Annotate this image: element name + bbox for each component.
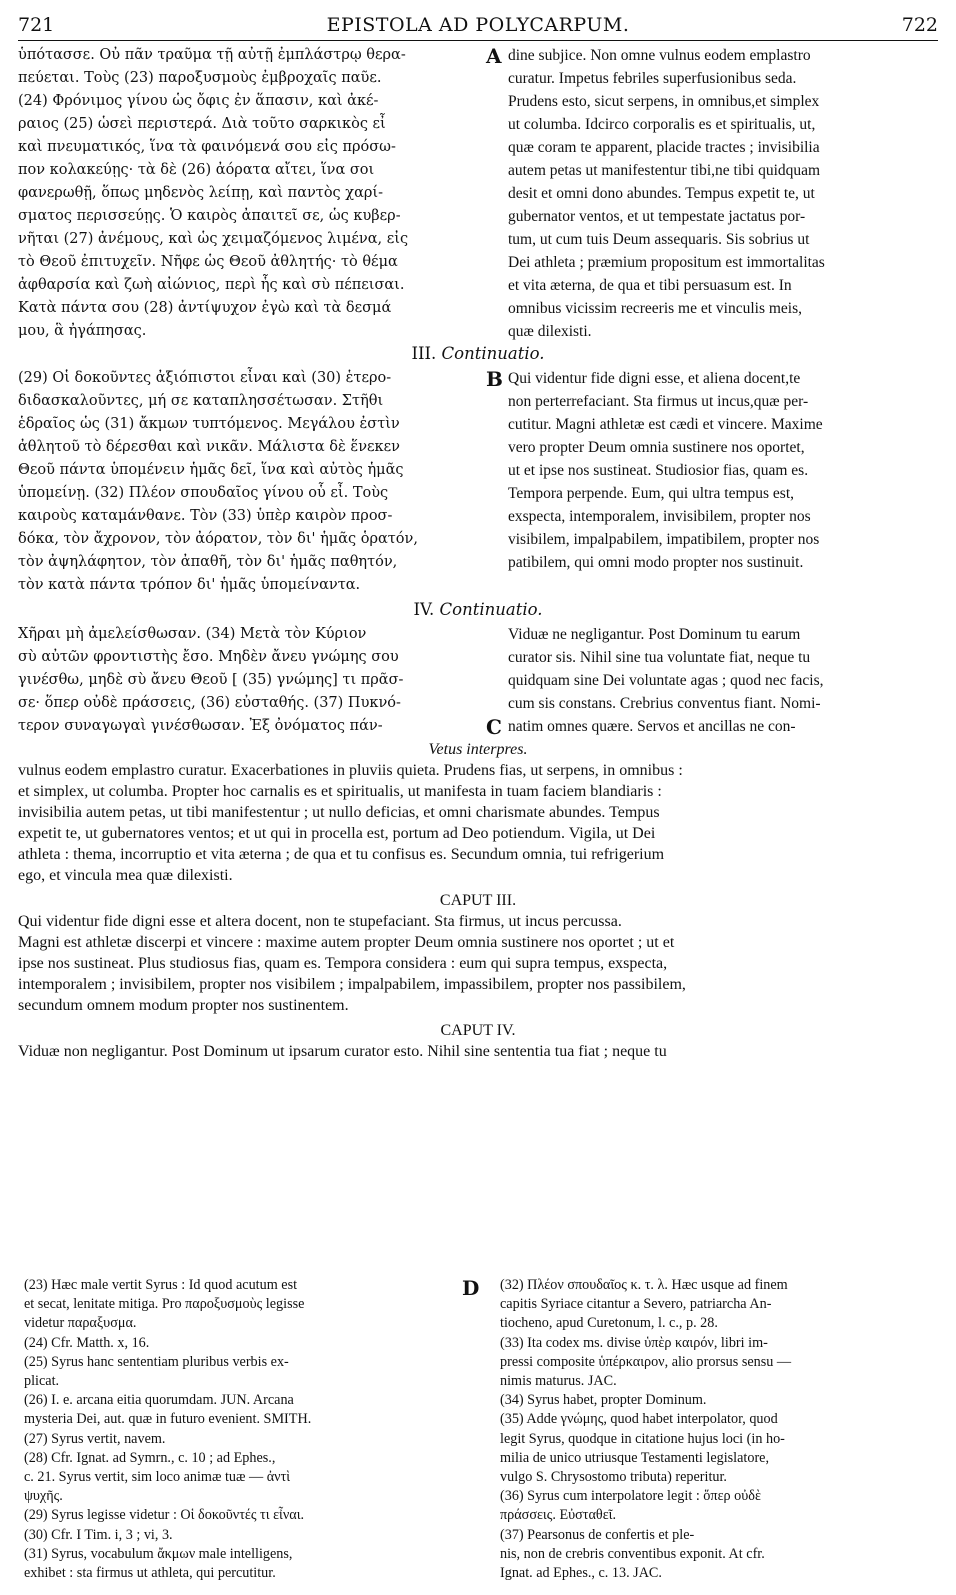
greek-text-top — [18, 44, 478, 343]
greek-line: Θεοῦ πάντα ὑπομένειν ἡμᾶς δεῖ, ἵνα καὶ αὐτὸς ἡμᾶς — [18, 462, 404, 478]
greek-line: καιροὺς καταμάνθανε. Τὸν (33) ὑπὲρ καιρὸν προσ- — [18, 508, 393, 524]
footnote-line: πράσσεις. Εὐσταθεῖ. — [500, 1507, 617, 1524]
margin-marker-a: A — [486, 44, 502, 68]
footnote-line: (28) Cfr. Ignat. ad Symrn., c. 10 ; ad Ephes., — [24, 1449, 276, 1466]
footnote-line: tiocheno, apud Curetonum, l. c., p. 28. — [500, 1315, 718, 1332]
footnote-line: (30) Cfr. I Tim. i, 3 ; vi, 3. — [24, 1526, 173, 1543]
vetus-heading: Vetus interpres. — [428, 741, 528, 758]
footnote-line: legit Syrus, quodque in citatione hujus loci (in ho- — [500, 1430, 785, 1447]
greek-line: ἑδραῖος ὡς (31) ἄκμων τυπτόμενος. Μεγάλου ἐστὶν — [18, 416, 400, 432]
latin-line: cum sis constans. Crebrius conventus fiant. Nomi- — [508, 695, 821, 712]
greek-line: τὸν κατὰ πάντα τρόπον δι' ἡμᾶς ὑπομείναντα. — [18, 577, 361, 593]
vetus-line: vulnus eodem emplastro curatur. Exacerbationes in pluviis quieta. Prudens fias, ut serpens, in omnibus : — [18, 762, 683, 779]
footnote-line: (37) Pearsonus de confertis et ple- — [500, 1526, 695, 1543]
greek-line: ραιος (25) ὡσεὶ περιστερά. Διὰ τοῦτο σαρκικὸς εἶ — [18, 116, 386, 132]
greek-line: γινέσθω, μηδὲ σὺ ἄνευ Θεοῦ [ (35) γνώμης] τι πρᾶσ- — [18, 672, 404, 688]
footnotes-left — [24, 1276, 456, 1583]
vetus-interpres-section — [18, 739, 938, 1062]
footnote-line: Ignat. ad Ephes., c. 13. JAC. — [500, 1565, 662, 1582]
latin-line: dine subjice. Non omne vulnus eodem emplastro — [508, 47, 811, 64]
latin-line: natim omnes quære. Servos et ancillas ne con- — [508, 718, 796, 735]
caput-iii-line: intemporalem ; invisibilem, propter nos visibilem ; impalpabilem, impassibilem, propter nos passibilem, — [18, 976, 686, 993]
vetus-line: et simplex, ut columba. Propter hoc carnalis es et spiritualis, ut manifesta in tuam faciem blandiaris : — [18, 783, 662, 800]
footnote-line: (23) Hæc male vertit Syrus : Id quod acutum est — [24, 1277, 298, 1293]
footnote-line: c. 21. Syrus vertit, sim loco animæ tuæ — ἀντὶ — [24, 1469, 291, 1486]
greek-text-middle — [18, 367, 478, 597]
footnote-line: (35) Adde γνώμης, quod habet interpolator, quod — [500, 1411, 778, 1428]
latin-line: patibilem, qui omni modo propter nos sustinuit. — [508, 554, 804, 571]
caput-iii-line: ipse nos sustineat. Plus studiosus fias, quam es. Tempora considera : eum qui supra tempus, exspecta, — [18, 955, 668, 972]
section-heading-iv — [0, 600, 956, 619]
footnotes-right — [500, 1276, 940, 1583]
latin-line: exspecta, intemporalem, invisibilem, propter nos — [508, 508, 811, 525]
latin-line: Prudens esto, sicut serpens, in omnibus,et simplex — [508, 93, 820, 110]
footnote-line: plicat. — [24, 1373, 60, 1390]
greek-text-lower — [18, 623, 478, 738]
margin-marker-b: B — [486, 367, 503, 391]
latin-line: ut columba. Idcirco corporalis es et spiritualis, ut, — [508, 116, 816, 133]
greek-line: ὑπομείνῃ. (32) Πλέον σπουδαῖος γίνου οὗ εἶ. Τοὺς — [18, 485, 389, 501]
latin-line: quæ coram te apparent, placide tractes ; invisibilia — [508, 139, 820, 156]
footnote-line: capitis Syriace citantur a Severo, patriarcha An- — [500, 1296, 772, 1313]
footnote-line: ψυχῆς. — [24, 1488, 63, 1505]
page-header — [18, 8, 938, 38]
latin-line: Tempora perpende. Eum, qui ultra tempus est, — [508, 485, 795, 502]
latin-line: vero propter Deum omnia sustinere nos oportet, — [508, 439, 805, 456]
footnote-line: (33) Ita codex ms. divise ὑπὲρ καιρόν, libri im- — [500, 1334, 768, 1351]
greek-line: διδασκαλοῦντες, μή σε καταπλησσέτωσαν. Στῆθι — [18, 393, 384, 409]
vetus-line: invisibilia autem petas, ut tibi manifestentur ; ut nullo deficias, et omni charismate abundes. Tempus — [18, 804, 660, 821]
latin-line: Qui videntur fide digni esse, et aliena docent,te — [508, 370, 801, 387]
latin-line: tum, ut cum tuis Deum assequaris. Sis sobrius ut — [508, 231, 810, 248]
latin-line: ut et ipse nos sustineat. Studiosior fias, quam es. — [508, 462, 809, 479]
greek-line: σματος περισσεύῃς. Ὁ καιρὸς ἀπαιτεῖ σε, ὡς κυβερ- — [18, 208, 401, 224]
greek-line: τὸν ἀψηλάφητον, τὸν ἀπαθῆ, τὸν δι' ἡμᾶς παθητόν, — [18, 554, 398, 570]
header-rule — [18, 40, 938, 41]
footnote-line: (34) Syrus habet, propter Dominum. — [500, 1392, 707, 1409]
greek-line: σὺ αὐτῶν φροντιστὴς ἔσο. Μηδὲν ἄνευ γνώμης σου — [18, 649, 399, 665]
footnote-line: (31) Syrus, vocabulum ἄκμων male intelligens, — [24, 1545, 293, 1562]
footnote-line: milia de unico utriusque Testamenti legislatore, — [500, 1449, 770, 1466]
greek-line: ἀφθαρσία καὶ ζωὴ αἰώνιος, περὶ ἧς καὶ σὺ πέπεισαι. — [18, 277, 405, 293]
margin-marker-c: C — [486, 715, 502, 739]
greek-line: μου, ἃ ἠγάπησας. — [18, 323, 147, 339]
greek-line: φανερωθῇ, ὅπως μηδενὸς λείπῃ, καὶ παντὸς χαρί- — [18, 185, 383, 201]
caput-iv-line: Viduæ non negligantur. Post Dominum ut ipsarum curator esto. Nihil sine sententia tua fiat ; neque tu — [18, 1043, 667, 1060]
footnote-line: nimis maturus. JAC. — [500, 1373, 617, 1390]
latin-line: Viduæ ne negligantur. Post Dominum tu earum — [508, 626, 801, 643]
latin-line: cutitur. Magni athletæ est cædi et vincere. Maxime — [508, 416, 823, 433]
caput-iii-heading: CAPUT III. — [439, 892, 517, 909]
vetus-line: expetit te, ut gubernatores ventos; et ut qui in procella est, portum ad Deo potiendum. Vigila, ut Dei — [18, 825, 656, 842]
latin-line: non perterrefaciant. Sta firmus ut incus,quæ per- — [508, 393, 809, 410]
section-number: III. — [411, 344, 437, 363]
latin-line: curatur. Impetus febriles superfusionibus seda. — [508, 70, 797, 87]
greek-line: καὶ πνευματικός, ἵνα τὰ φαινόμενά σου εἰς πρόσω- — [18, 139, 396, 155]
margin-marker-d: D — [462, 1276, 480, 1300]
footnote-line: exhibet : sta firmus ut athleta, qui percutitur. — [24, 1565, 276, 1582]
greek-line: Χῆραι μὴ ἀμελείσθωσαν. (34) Μετὰ τὸν Κύριον — [18, 626, 367, 642]
latin-line: quidquam sine Dei voluntate agas ; quod nec facis, — [508, 672, 824, 689]
greek-line: τερον συναγωγαὶ γινέσθωσαν. Ἐξ ὀνόματος πάν- — [18, 718, 383, 734]
greek-line: (24) Φρόνιμος γίνου ὡς ὄφις ἐν ἅπασιν, καὶ ἀκέ- — [18, 93, 379, 109]
footnote-line: (26) I. e. arcana eitia quorumdam. JUN. Arcana — [24, 1392, 294, 1409]
section-number: IV. — [413, 600, 435, 619]
greek-line: σε· ὅπερ οὐδὲ πράσσεις, (36) εὐσταθής. (37) Πυκνό- — [18, 695, 401, 711]
latin-line: curator sis. Nihil sine tua voluntate fiat, neque tu — [508, 649, 811, 666]
greek-line: πον κολακεύῃς· τὰ δὲ (26) ἀόρατα αἴτει, ἵνα σοι — [18, 162, 375, 178]
section-title: Continuatio. — [439, 600, 543, 619]
running-title: EPISTOLA AD POLYCARPUM. — [326, 14, 630, 36]
footnote-line: (29) Syrus legisse videtur : Οἱ δοκοῦντές τι εἶναι. — [24, 1507, 305, 1524]
footnote-line: videtur παραξυσμα. — [24, 1315, 137, 1332]
greek-line: (29) Οἱ δοκοῦντες ἀξιόπιστοι εἶναι καὶ (30) ἑτερο- — [18, 370, 392, 386]
latin-text-top — [508, 44, 940, 343]
footnote-line: vulgo S. Chrysostomo tributa) reperitur. — [500, 1469, 727, 1486]
greek-line: πεύεται. Τοὺς (23) παροξυσμοὺς ἐμβροχαῖς παῦε. — [18, 70, 382, 86]
latin-line: Dei athleta ; præmium propositum est immortalitas — [508, 254, 825, 271]
greek-line: τὸ Θεοῦ ἐπιτυχεῖν. Νῆφε ὡς Θεοῦ ἀθλητής· τὸ θέμα — [18, 254, 398, 270]
latin-line: quæ dilexisti. — [508, 323, 592, 340]
caput-iii-line: secundum omnem modum propter nos sustinentem. — [18, 997, 349, 1014]
section-title: Continuatio. — [441, 344, 545, 363]
latin-line: et vita æterna, de qua et tibi persuasum est. In — [508, 277, 792, 294]
page-number-left: 721 — [18, 14, 55, 36]
footnote-line: pressi composite ὑπέρκαιρον, alio prorsus sensu — — [500, 1353, 792, 1370]
footnote-line: (27) Syrus vertit, navem. — [24, 1430, 166, 1447]
footnote-line: (24) Cfr. Matth. x, 16. — [24, 1334, 150, 1351]
latin-text-middle — [508, 367, 940, 574]
greek-line: ὑπότασσε. Οὐ πᾶν τραῦμα τῇ αὐτῇ ἐμπλάστρῳ θερα- — [18, 47, 406, 63]
section-heading-iii — [0, 344, 956, 363]
greek-line: δόκα, τὸν ἄχρονον, τὸν ἀόρατον, τὸν δι' ἡμᾶς ὁρατόν, — [18, 531, 418, 547]
footnote-line: mysteria Dei, aut. quæ in futuro evenient. SMITH. — [24, 1411, 312, 1428]
footnote-line: (25) Syrus hanc sententiam pluribus verbis ex- — [24, 1353, 289, 1370]
footnote-line: et secat, lenitate mitiga. Pro παροξυσμοὺς legisse — [24, 1296, 305, 1313]
page-number-right: 722 — [901, 14, 938, 36]
latin-line: omnibus vicissim recreeris me et vinculis meis, — [508, 300, 803, 317]
caput-iv-heading: CAPUT IV. — [440, 1022, 516, 1039]
greek-line: Κατὰ πάντα σου (28) ἀντίψυχον ἐγὼ καὶ τὰ δεσμά — [18, 300, 392, 316]
footnote-line: (32) Πλέον σπουδαῖος κ. τ. λ. Hæc usque ad finem — [500, 1277, 788, 1293]
latin-line: autem petas ut manifestentur tibi,ne tibi quidquam — [508, 162, 821, 179]
footnote-line: (36) Syrus cum interpolatore legit : ὅπερ οὐδὲ — [500, 1488, 761, 1505]
greek-line: νῆται (27) ἀνέμους, καὶ ὡς χειμαζόμενος λιμένα, εἰς — [18, 231, 409, 247]
vetus-line: athleta : thema, incorruptio et vita æterna ; de qua et tu confisus es. Secundum omnia, tui refrigerium — [18, 846, 665, 863]
caput-iii-line: Magni est athletæ discerpi et vincere : maxime autem propter Deum omnia sustinere nos oportet ; ut et — [18, 934, 675, 951]
footnote-line: nis, non de crebris conventibus exponit. At cfr. — [500, 1545, 765, 1562]
latin-line: gubernator ventos, et ut tempestate jactatus por- — [508, 208, 806, 225]
caput-iii-line: Qui videntur fide digni esse et altera docent, non te stupefaciant. Sta firmus, ut incus percussa. — [18, 913, 622, 930]
vetus-line: ego, et vincula mea quæ dilexisti. — [18, 867, 233, 884]
latin-line: desit et omni dono abundes. Tempus expetit te, ut — [508, 185, 815, 202]
latin-line: visibilem, impalpabilem, impatibilem, propter nos — [508, 531, 820, 548]
latin-text-lower — [508, 623, 940, 738]
greek-line: ἀθλητοῦ τὸ δέρεσθαι καὶ νικᾶν. Μάλιστα δὲ ἕνεκεν — [18, 439, 400, 455]
